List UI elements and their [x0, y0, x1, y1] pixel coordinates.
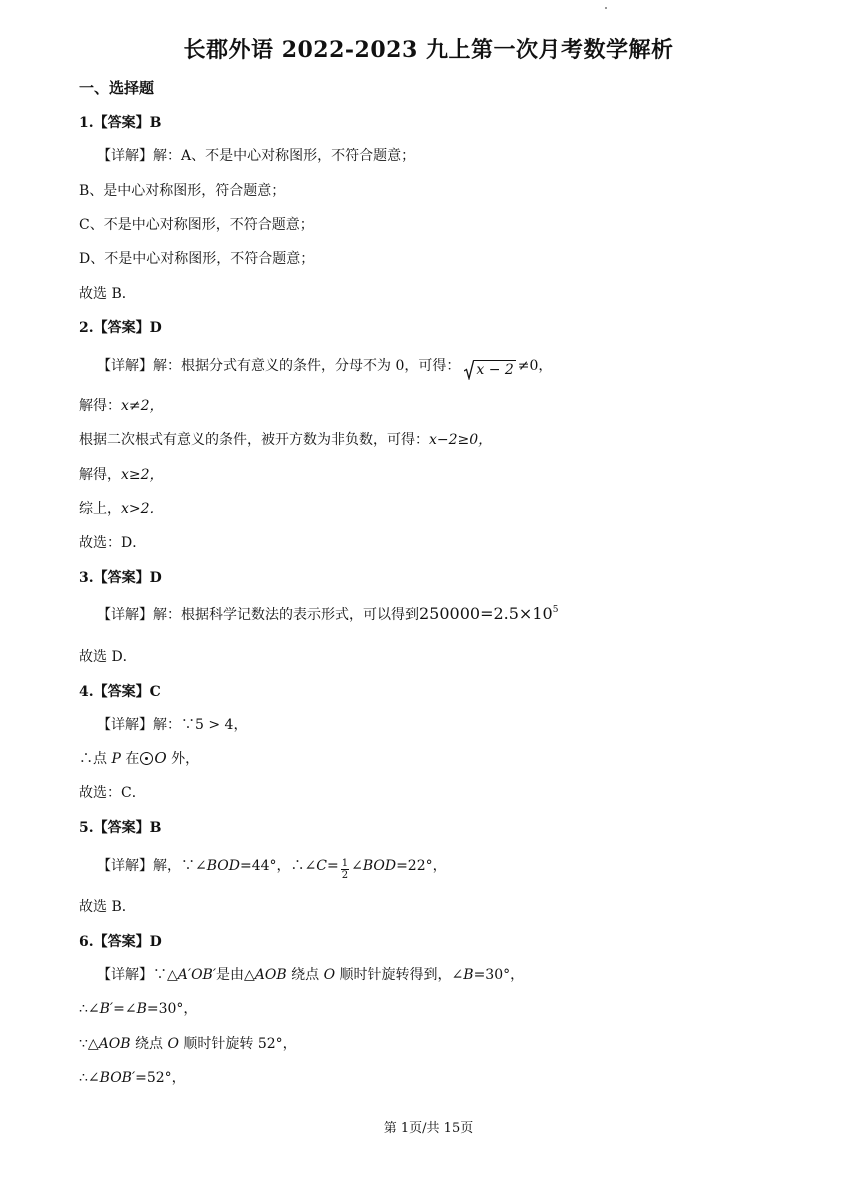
- sqrt-sign-icon: [464, 360, 474, 380]
- q5-answer-heading: 5.【答案】B: [79, 820, 162, 836]
- angle-bod: BOD: [206, 858, 240, 874]
- q2-line-4: [79, 464, 164, 484]
- angle-b: B: [463, 967, 474, 983]
- q5-angle-sign: ∠: [351, 858, 363, 874]
- q4-line-3: 故选：C．: [79, 785, 146, 801]
- point-p: P: [111, 751, 121, 767]
- q2-line-5-math: x>2．: [121, 501, 164, 517]
- triangle-aob-2: AOB: [98, 1036, 131, 1052]
- q5-text-a: 【详解】解，∵∠: [97, 858, 207, 874]
- q6-l4-c: =52°，: [135, 1070, 186, 1086]
- q1-line-4: D、不是中心对称图形，不符合题意；: [79, 251, 315, 267]
- q2-line-1-text: 【详解】解：根据分式有意义的条件，分母不为 0，可得：: [97, 358, 461, 374]
- angle-bob-prime: BOB′: [99, 1070, 136, 1086]
- q2-line-5-text: 综上，: [79, 501, 121, 517]
- scientific-notation: 250000=2.5×10: [419, 604, 553, 623]
- q5-line-1: [97, 855, 447, 881]
- q5-result: =22°，: [396, 858, 447, 874]
- q6-l3-a: ∵△: [79, 1036, 99, 1052]
- q4-line-2: [79, 748, 199, 768]
- q2-line-6: 故选：D．: [79, 535, 147, 551]
- corner-mark: [605, 7, 607, 9]
- q2-line-4-math: x≥2，: [121, 467, 164, 483]
- angle-b-prime: B′: [99, 1001, 114, 1017]
- page-footer: 第 1页/共 15页: [383, 1121, 474, 1136]
- q2-answer-heading: 2.【答案】D: [79, 320, 162, 336]
- sqrt-radicand: x − 2: [476, 362, 514, 378]
- q6-text-e: 绕点: [291, 967, 320, 983]
- q6-line-2: [79, 998, 197, 1018]
- q6-line-4: [79, 1067, 186, 1087]
- fraction-denominator: 2: [341, 870, 349, 881]
- q1-line-2: B、是中心对称图形，符合题意；: [79, 183, 286, 199]
- angle-bod-2: BOD: [362, 858, 397, 874]
- q1-answer-heading: 1.【答案】B: [79, 115, 162, 131]
- q4-line-2-text: ∴点: [79, 751, 107, 767]
- fraction-one-half: [341, 858, 349, 881]
- q6-l3-c: 绕点: [135, 1036, 164, 1052]
- q4-line-2-in: 在: [125, 751, 140, 767]
- page-title: 长郡外语 2022-2023 九上第一次月考数学解析: [183, 37, 674, 63]
- q5-line-2: 故选 B．: [79, 899, 136, 915]
- q1-line-1: 【详解】解：A、不是中心对称图形，不符合题意；: [97, 148, 416, 164]
- q6-l2-e: =30°，: [146, 1001, 198, 1017]
- q6-text-g: 顺时针旋转得到，∠: [339, 967, 464, 983]
- q2-line-5: [79, 498, 164, 518]
- q6-line-1: [97, 964, 524, 984]
- q3-line-1: [97, 604, 558, 624]
- triangle-aob: AOB: [254, 967, 287, 983]
- q6-l2-c: =∠: [113, 1001, 137, 1017]
- q6-l3-e: 顺时针旋转 52°，: [183, 1036, 297, 1052]
- circle-o: O: [154, 749, 167, 767]
- q3-answer-heading: 3.【答案】D: [79, 570, 162, 586]
- fraction-numerator: 1: [341, 858, 349, 869]
- q1-line-3: C、不是中心对称图形，不符合题意；: [79, 217, 314, 233]
- q2-line-2-text: 解得：: [79, 398, 121, 414]
- q5-text-c: =44°，∴∠: [239, 858, 317, 874]
- angle-c: C: [316, 858, 327, 874]
- q2-line-3: [79, 429, 492, 449]
- q2-line-2-math: x≠2，: [121, 398, 164, 414]
- section-heading: 一、选择题: [79, 79, 155, 97]
- q4-line-2-tail: 外，: [171, 751, 200, 767]
- q6-line-3: [79, 1033, 297, 1053]
- q3-line-1-text: 【详解】解：根据科学记数法的表示形式，可以得到: [97, 607, 419, 623]
- q6-text-i: =30°，: [473, 967, 525, 983]
- angle-b-2: B: [136, 1001, 147, 1017]
- q5-equals: =: [326, 858, 339, 874]
- point-o-2: O: [167, 1036, 179, 1052]
- q2-line-2: [79, 395, 164, 415]
- q2-line-4-text: 解得，: [79, 467, 121, 483]
- q2-line-3-text: 根据二次根式有意义的条件，被开方数为非负数，可得：: [79, 432, 429, 448]
- q1-line-5: 故选 B．: [79, 286, 136, 302]
- circle-dot-icon: [140, 752, 153, 765]
- q6-l4-a: ∴∠: [79, 1070, 100, 1086]
- q6-text-c: 是由△: [216, 967, 255, 983]
- q6-answer-heading: 6.【答案】D: [79, 934, 162, 950]
- triangle-a-o-b-prime: A′OB′: [177, 967, 217, 983]
- sqrt-expression: [464, 360, 515, 380]
- q2-line-3-math: x−2≥0，: [429, 432, 493, 448]
- q6-l2-a: ∴∠: [79, 1001, 100, 1017]
- q3-line-2: 故选 D．: [79, 649, 137, 665]
- q2-line-1-tail: ≠0，: [517, 358, 553, 374]
- exponent: 5: [552, 605, 559, 615]
- q4-answer-heading: 4.【答案】C: [79, 684, 161, 700]
- q4-line-1: 【详解】解：∵5 > 4，: [97, 717, 248, 733]
- q2-line-1: [97, 355, 552, 380]
- q6-text-a: 【详解】∵△: [97, 967, 178, 983]
- point-o: O: [323, 967, 336, 983]
